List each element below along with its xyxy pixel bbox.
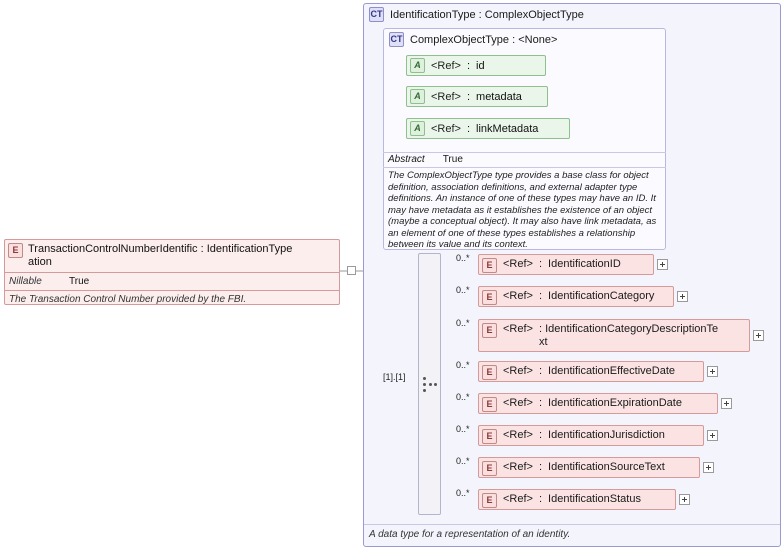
base-complex-type-header xyxy=(384,29,665,50)
child-ref-sep: : xyxy=(538,323,546,335)
child-ref-name: <Ref> xyxy=(503,290,533,302)
complex-type-name: IdentificationType xyxy=(390,8,476,21)
element-documentation: The Transaction Control Number provided by the FBI. xyxy=(9,294,247,305)
attribute-ref-type: linkMetadata xyxy=(476,122,539,135)
element-transaction-control-number-identification[interactable] xyxy=(4,239,340,305)
child-badge-icon: E xyxy=(482,365,497,380)
base-complex-type-divider-2 xyxy=(383,167,666,168)
attribute-ref-name: <Ref> xyxy=(431,59,461,72)
child-ref-sep: : xyxy=(538,461,543,473)
child-expand-icon-4[interactable] xyxy=(721,398,732,409)
child-badge-icon: E xyxy=(482,493,497,508)
attribute-ref-name: <Ref> xyxy=(431,122,461,135)
element-property-nillable xyxy=(5,273,339,290)
base-complex-type-sep: : xyxy=(509,33,519,46)
base-complex-type-name: ComplexObjectType xyxy=(410,33,510,46)
child-ref-name: <Ref> xyxy=(503,461,533,473)
child-expand-icon-7[interactable] xyxy=(679,494,690,505)
element-name: TransactionControlNumberIdentific xyxy=(28,243,198,255)
child-ref-type: IdentificationSourceText xyxy=(548,461,665,473)
child-ref-sep: : xyxy=(538,365,543,377)
child-expand-icon-1[interactable] xyxy=(677,291,688,302)
child-ref-sep: : xyxy=(538,290,543,302)
child-ref-sep: : xyxy=(538,493,543,505)
child-expand-icon-0[interactable] xyxy=(657,259,668,270)
child-occurrence-5: 0..* xyxy=(456,424,470,434)
child-expand-icon-5[interactable] xyxy=(707,430,718,441)
child-element-identificationstatus[interactable] xyxy=(478,489,676,510)
child-occurrence-4: 0..* xyxy=(456,392,470,402)
complex-type-basetype: ComplexObjectType xyxy=(484,8,584,21)
child-element-identificationexpirationdate[interactable] xyxy=(478,393,718,414)
attribute-ref-sep: : xyxy=(466,90,471,103)
base-complex-type-documentation: The ComplexObjectType type provides a base class for object definition, association definitions, and external adapter type definitions. An instance of one of these types may have an ID. It may have metadata as it establishes the existence of an object (maybe a conceptual object). It may also have link metadata, as an element of one of these types establishes a relationship between its value and its context. xyxy=(388,170,657,250)
child-ref-type: IdentificationEffectiveDate xyxy=(548,365,676,377)
child-occurrence-0: 0..* xyxy=(456,253,470,263)
child-ref-type: IdentificationCategory xyxy=(548,290,655,302)
element-type-sep: : xyxy=(197,243,207,255)
sequence-icon xyxy=(423,374,437,394)
child-ref-sep: : xyxy=(538,397,543,409)
attribute-ref-type: metadata xyxy=(476,90,522,103)
child-ref-name: <Ref> xyxy=(503,493,533,505)
child-element-identificationcategory[interactable] xyxy=(478,286,674,307)
child-occurrence-3: 0..* xyxy=(456,360,470,370)
attribute-badge-icon: A xyxy=(410,121,425,136)
attribute-ref-metadata[interactable] xyxy=(406,86,548,107)
complex-type-badge-icon: CT xyxy=(369,7,384,22)
child-ref-text xyxy=(539,323,743,349)
complex-type-footer-divider xyxy=(364,524,780,525)
base-complex-type-basetype: <None> xyxy=(518,33,558,46)
attribute-ref-sep: : xyxy=(466,122,471,135)
child-ref-name: <Ref> xyxy=(503,323,533,335)
base-complex-type-divider-1 xyxy=(383,152,666,153)
connector-node xyxy=(347,266,356,275)
child-ref-name: <Ref> xyxy=(503,429,533,441)
child-badge-icon: E xyxy=(482,461,497,476)
child-badge-icon: E xyxy=(482,323,497,338)
attribute-ref-name: <Ref> xyxy=(431,90,461,103)
child-occurrence-6: 0..* xyxy=(456,456,470,466)
child-ref-name: <Ref> xyxy=(503,258,533,270)
abstract-value: True xyxy=(442,154,463,165)
element-title xyxy=(28,243,292,269)
child-ref-type: IdentificationStatus xyxy=(548,493,641,505)
attribute-ref-linkmetadata[interactable] xyxy=(406,118,570,139)
base-complex-type-abstract-row xyxy=(388,154,463,166)
child-ref-type-line2: xt xyxy=(538,336,548,348)
attribute-ref-type: id xyxy=(476,59,485,72)
child-element-identificationsourcetext[interactable] xyxy=(478,457,700,478)
sequence-occurrence: [1].[1] xyxy=(383,372,406,382)
element-type: IdentificationType xyxy=(206,243,293,255)
element-name-line2: ation xyxy=(28,256,52,268)
element-header xyxy=(5,240,339,272)
attribute-ref-sep: : xyxy=(466,59,471,72)
child-element-identificationid[interactable] xyxy=(478,254,654,275)
complex-type-sep: : xyxy=(475,8,485,21)
child-element-identificationeffectivedate[interactable] xyxy=(478,361,704,382)
child-occurrence-7: 0..* xyxy=(456,488,470,498)
complex-type-footer-note: A data type for a representation of an identity. xyxy=(369,529,571,540)
element-property-value: True xyxy=(69,276,90,287)
child-badge-icon: E xyxy=(482,397,497,412)
attribute-ref-id[interactable] xyxy=(406,55,546,76)
child-ref-type: IdentificationExpirationDate xyxy=(548,397,682,409)
child-element-identificationcategorydescriptiontext[interactable] xyxy=(478,319,750,352)
child-badge-icon: E xyxy=(482,258,497,273)
child-occurrence-2: 0..* xyxy=(456,318,470,328)
child-expand-icon-3[interactable] xyxy=(707,366,718,377)
base-complex-type-badge-icon: CT xyxy=(389,32,404,47)
abstract-key: Abstract xyxy=(388,154,425,165)
child-ref-name: <Ref> xyxy=(503,365,533,377)
element-property-key: Nillable xyxy=(9,276,42,287)
child-ref-type: IdentificationCategoryDescriptionTe xyxy=(545,323,719,335)
child-ref-name: <Ref> xyxy=(503,397,533,409)
base-complex-type-title xyxy=(410,34,557,46)
attribute-badge-icon: A xyxy=(410,58,425,73)
child-expand-icon-6[interactable] xyxy=(703,462,714,473)
complex-type-title xyxy=(390,9,584,21)
child-badge-icon: E xyxy=(482,290,497,305)
complex-type-header xyxy=(364,4,780,25)
child-ref-type: IdentificationJurisdiction xyxy=(548,429,665,441)
child-ref-type: IdentificationID xyxy=(548,258,621,270)
child-ref-sep: : xyxy=(538,258,543,270)
attribute-badge-icon: A xyxy=(410,89,425,104)
child-expand-icon-2[interactable] xyxy=(753,330,764,341)
child-ref-sep: : xyxy=(538,429,543,441)
child-element-identificationjurisdiction[interactable] xyxy=(478,425,704,446)
child-occurrence-1: 0..* xyxy=(456,285,470,295)
child-badge-icon: E xyxy=(482,429,497,444)
element-badge-icon: E xyxy=(8,243,23,258)
